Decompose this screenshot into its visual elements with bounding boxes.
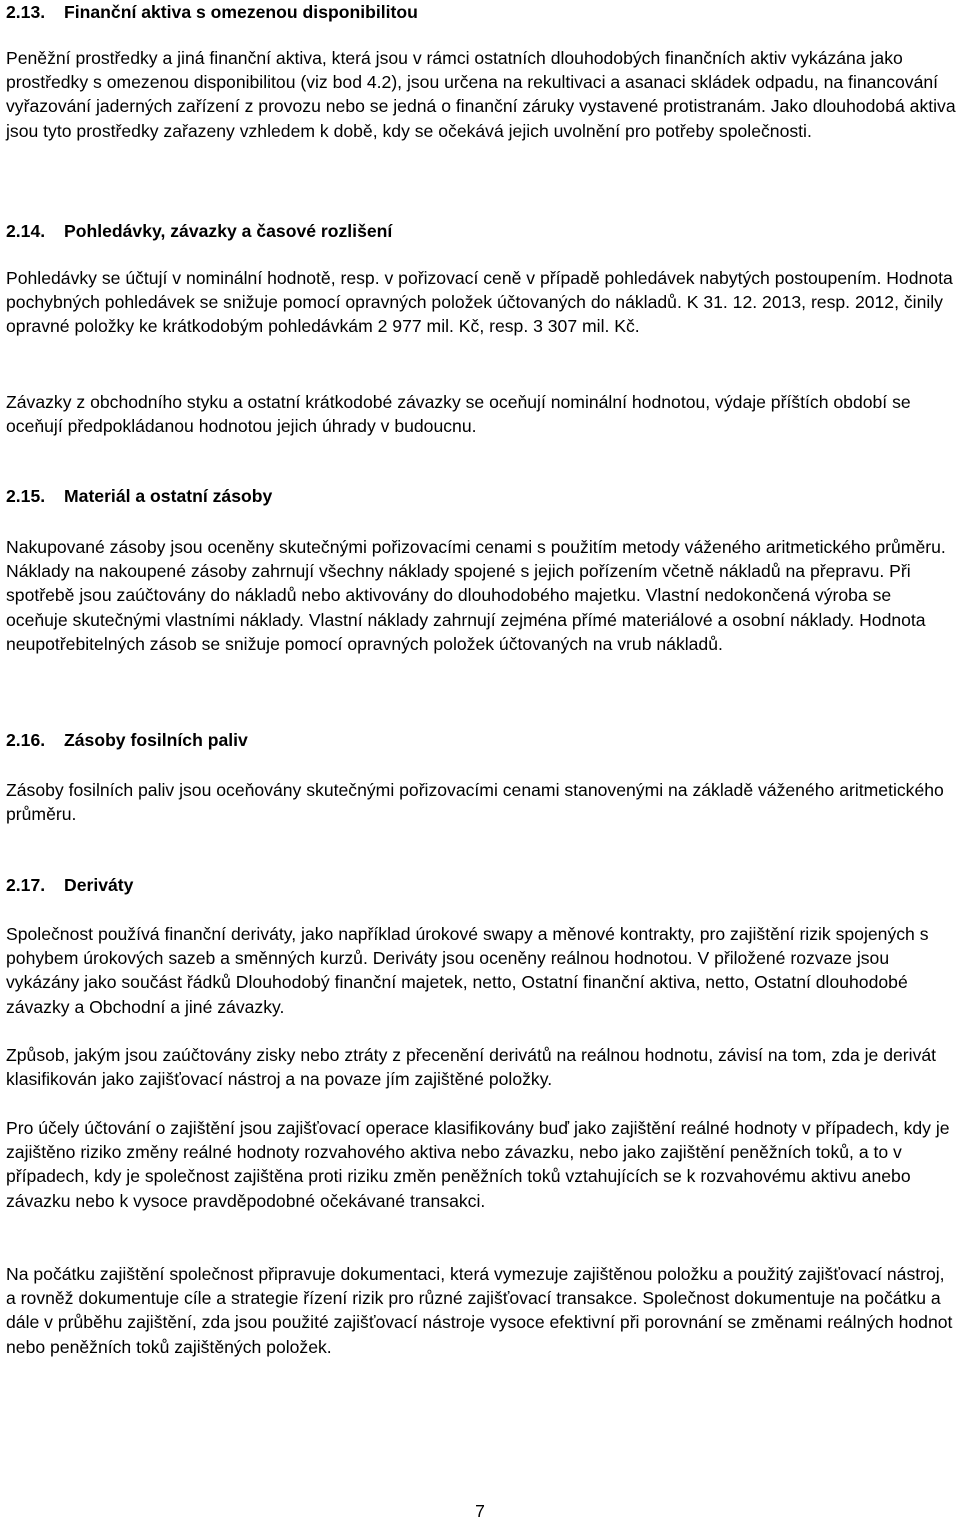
- section-title: Deriváty: [64, 875, 134, 895]
- paragraph: Na počátku zajištění společnost připravuje dokumentaci, která vymezuje zajištěnou položku a použitý zajišťovací nástroj, a rovněž dokumentuje cíle a strategie řízení rizik pro různé zajišťovací transakce. Společnost dokumentuje na počátku a dále v průběhu zajištění, zda jsou použité zajišťovací nástroje vysoce efektivní při porovnání se změnami reálných hodnot nebo peněžních toků zajištěných položek.: [6, 1264, 953, 1357]
- section-title: Pohledávky, závazky a časové rozlišení: [64, 221, 393, 241]
- paragraph: Závazky z obchodního styku a ostatní krátkodobé závazky se oceňují nominální hodnotou, výdaje příštích období se oceňují předpokládanou hodnotou jejich úhrady v budoucnu.: [6, 392, 911, 437]
- section-heading-2-16: [6, 728, 956, 752]
- section-number: 2.16.: [6, 730, 46, 750]
- paragraph: Pro účely účtování o zajištění jsou zajišťovací operace klasifikovány buď jako zajištění reálné hodnoty v případech, kdy je zajištěno riziko změny reálné hodnoty rozvahového aktiva nebo závazku, nebo jako zajištění peněžních toků, a to v případech, kdy je společnost zajištěna proti riziku změn peněžních toků vztahujících se k rozvahovému aktivu anebo závazku nebo k vysoce pravděpodobné očekávané transakci.: [6, 1118, 950, 1211]
- paragraph: Pohledávky se účtují v nominální hodnotě, resp. v pořizovací ceně v případě pohledávek nabytých postoupením. Hodnota pochybných pohledávek se snižuje pomocí opravných položek účtovaných do nákladů. K 31. 12. 2013, resp. 2012, činily opravné položky ke krátkodobým pohledávkám 2 977 mil. Kč, resp. 3 307 mil. Kč.: [6, 268, 953, 337]
- page-number: 7: [475, 1501, 485, 1521]
- section-title: Zásoby fosilních paliv: [64, 730, 248, 750]
- section-heading-2-15: [6, 484, 956, 508]
- section-heading-2-13: [6, 0, 956, 24]
- paragraph: Nakupované zásoby jsou oceněny skutečnými pořizovacími cenami s použitím metody váženého aritmetického průměru. Náklady na nakoupené zásoby zahrnují všechny náklady spojené s jejich pořízením včetně nákladů na přepravu. Při spotřebě jsou zaúčtovány do nákladů nebo aktivovány do dlouhodobého majetku. Vlastní nedokončená výroba se oceňuje skutečnými vlastními náklady. Vlastní náklady zahrnují zejména přímé materiálové a osobní náklady. Hodnota neupotřebitelných zásob se snižuje pomocí opravných položek účtovaných na vrub nákladů.: [6, 537, 946, 654]
- section-heading-2-14: [6, 219, 956, 243]
- section-title: Materiál a ostatní zásoby: [64, 486, 273, 506]
- section-number: 2.17.: [6, 875, 46, 895]
- section-number: 2.15.: [6, 486, 46, 506]
- paragraph: Zásoby fosilních paliv jsou oceňovány skutečnými pořizovacími cenami stanovenými na základě váženého aritmetického průměru.: [6, 780, 944, 825]
- paragraph: Společnost používá finanční deriváty, jako například úrokové swapy a měnové kontrakty, pro zajištění rizik spojených s pohybem úrokových sazeb a směnných kurzů. Deriváty jsou oceněny reálnou hodnotou. V přiložené rozvaze jsou vykázány jako součást řádků Dlouhodobý finanční majetek, netto, Ostatní finanční aktiva, netto, Ostatní dlouhodobé závazky a Obchodní a jiné závazky.: [6, 924, 929, 1017]
- paragraph: Způsob, jakým jsou zaúčtovány zisky nebo ztráty z přecenění derivátů na reálnou hodnotu, závisí na tom, zda je derivát klasifikován jako zajišťovací nástroj a na povaze jím zajištěné položky.: [6, 1045, 937, 1090]
- section-heading-2-17: [6, 873, 956, 897]
- paragraph: Peněžní prostředky a jiná finanční aktiva, která jsou v rámci ostatních dlouhodobých finančních aktiv vykázána jako prostředky s omezenou disponibilitou (viz bod 4.2), jsou určena na rekultivaci a asanaci skládek odpadu, na financování vyřazování jaderných zařízení z provozu nebo se jedná o finanční záruky vystavené protistranám. Jako dlouhodobá aktiva jsou tyto prostředky zařazeny vzhledem k době, kdy se očekává jejich uvolnění pro potřeby společnosti.: [6, 48, 956, 141]
- section-number: 2.13.: [6, 2, 46, 22]
- section-title: Finanční aktiva s omezenou disponibilitou: [64, 2, 418, 22]
- section-number: 2.14.: [6, 221, 46, 241]
